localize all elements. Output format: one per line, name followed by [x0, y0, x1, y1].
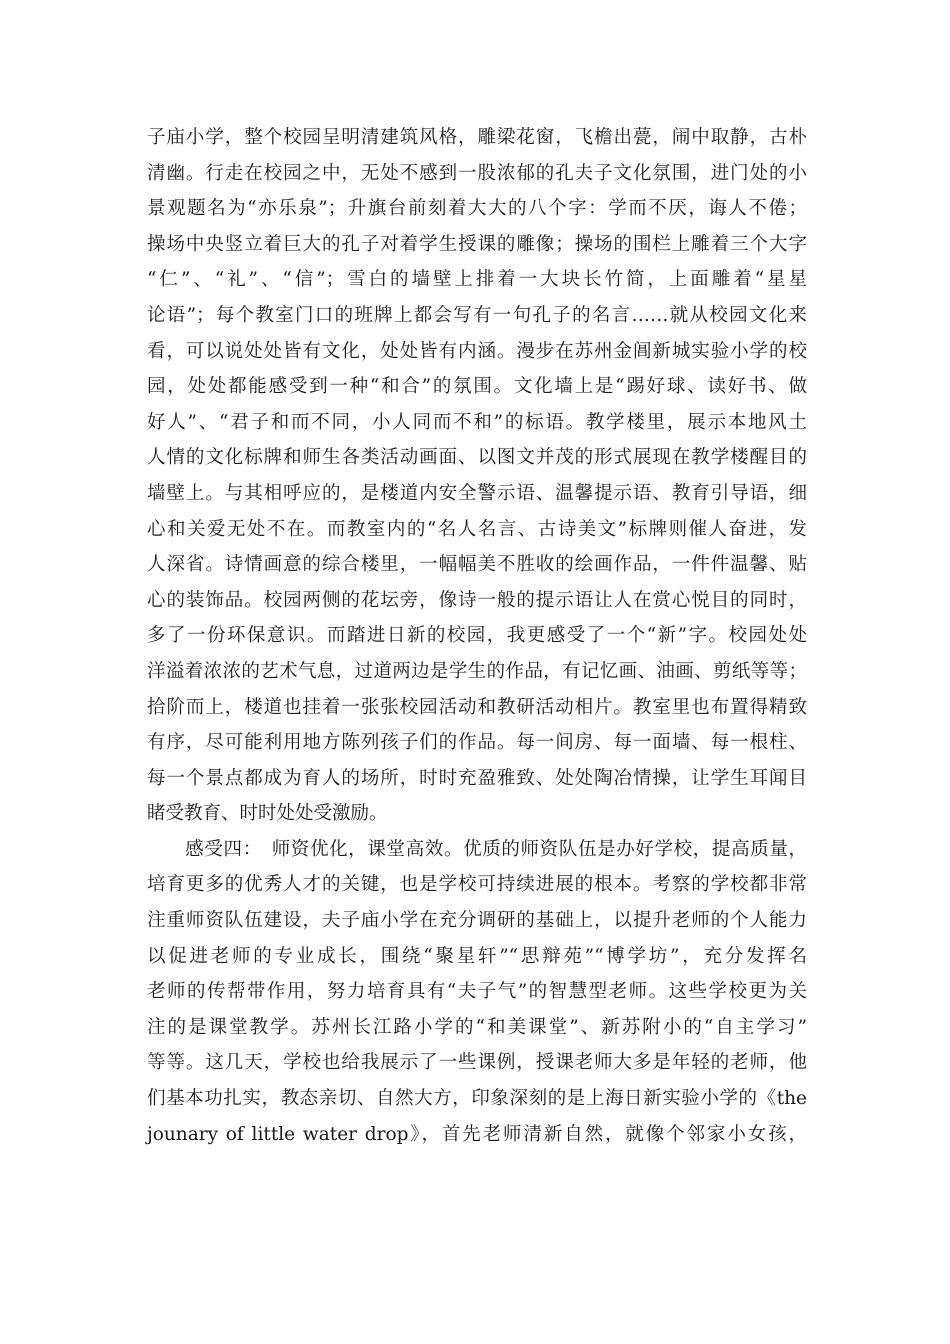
text-line: 以促进老师的专业成长，围绕“聚星轩”“思辩苑”“博学坊”，充分发挥名: [147, 945, 807, 967]
text-line: 注重师资队伍建设，夫子庙小学在充分调研的基础上，以提升老师的个人能力: [147, 910, 807, 932]
text-line: 操场中央竖立着巨大的孔子对着学生授课的雕像；操场的围栏上雕着三个大字: [147, 233, 807, 255]
text-line: 园，处处都能感受到一种“和合”的氛围。文化墙上是“踢好球、读好书、做: [147, 376, 807, 398]
text-line: 培育更多的优秀人才的关键，也是学校可持续进展的根本。考察的学校都非常: [147, 874, 807, 896]
text-line: “仁”、“礼”、“信”；雪白的墙壁上排着一大块长竹简，上面雕着“星星: [147, 269, 807, 291]
text-line: 人深省。诗情画意的综合楼里，一幅幅美不胜收的绘画作品，一件件温馨、贴: [147, 554, 807, 576]
text-line: 心和关爱无处不在。而教室内的“名人名言、古诗美文”标牌则催人奋进，发: [147, 518, 807, 540]
text-line: jounary of little water drop》，首先老师清新自然，就像个邻家小女孩，: [147, 1123, 807, 1145]
text-line: 洋溢着浓浓的艺术气息，过道两边是学生的作品，有记忆画、油画、剪纸等等；: [147, 660, 807, 682]
body-text: [147, 120, 807, 1152]
text-line: 心的装饰品。校园两侧的花坛旁，像诗一般的提示语让人在赏心悦目的同时，: [147, 589, 807, 611]
text-line: 看，可以说处处皆有文化，处处皆有内涵。漫步在苏州金阊新城实验小学的校: [147, 340, 807, 362]
text-line: 子庙小学，整个校园呈明清建筑风格，雕梁花窗，飞檐出甍，闹中取静，古朴: [147, 127, 807, 148]
text-line: 注的是课堂教学。苏州长江路小学的“和美课堂”、新苏附小的“自主学习”: [147, 1016, 807, 1038]
text-line: 墙壁上。与其相呼应的，是楼道内安全警示语、温馨提示语、教育引导语，细: [147, 482, 807, 504]
text-line: 好人”、“君子和而不同，小人同而不和”的标语。教学楼里，展示本地风土: [147, 411, 807, 433]
text-line: 老师的传帮带作用，努力培育具有“夫子气”的智慧型老师。这些学校更为关: [147, 981, 807, 1003]
text-line: 每一个景点都成为育人的场所，时时充盈雅致、处处陶冶情操，让学生耳闻目: [147, 767, 807, 789]
text-line: 睹受教育、时时处处受激励。: [147, 803, 388, 825]
text-line: 多了一份环保意识。而踏进日新的校园，我更感受了一个“新”字。校园处处: [147, 625, 807, 647]
text-line: 人情的文化标牌和师生各类活动画面、以图文并茂的形式展现在教学楼醒目的: [147, 447, 807, 469]
text-line: 论语”；每个教室门口的班牌上都会写有一句孔子的名言……就从校园文化来: [147, 304, 807, 326]
text-line: 等等。这几天，学校也给我展示了一些课例，授课老师大多是年轻的老师，他: [147, 1052, 807, 1074]
text-line: 景观题名为“亦乐泉”；升旗台前刻着大大的八个字：学而不厌，诲人不倦；: [147, 198, 807, 220]
text-line: 清幽。行走在校园之中，无处不感到一股浓郁的孔夫子文化氛围，进门处的小: [147, 162, 807, 184]
text-line: 们基本功扎实，教态亲切、自然大方，印象深刻的是上海日新实验小学的《the: [147, 1088, 807, 1110]
text-line: 拾阶而上，楼道也挂着一张张校园活动和教研活动相片。教室里也布置得精致: [147, 696, 807, 718]
text-line: 有序，尽可能利用地方陈列孩子们的作品。每一间房、每一面墙、每一根柱、: [147, 732, 807, 754]
text-line: 感受四： 师资优化，课堂高效。优质的师资队伍是办好学校，提高质量，: [147, 838, 807, 860]
